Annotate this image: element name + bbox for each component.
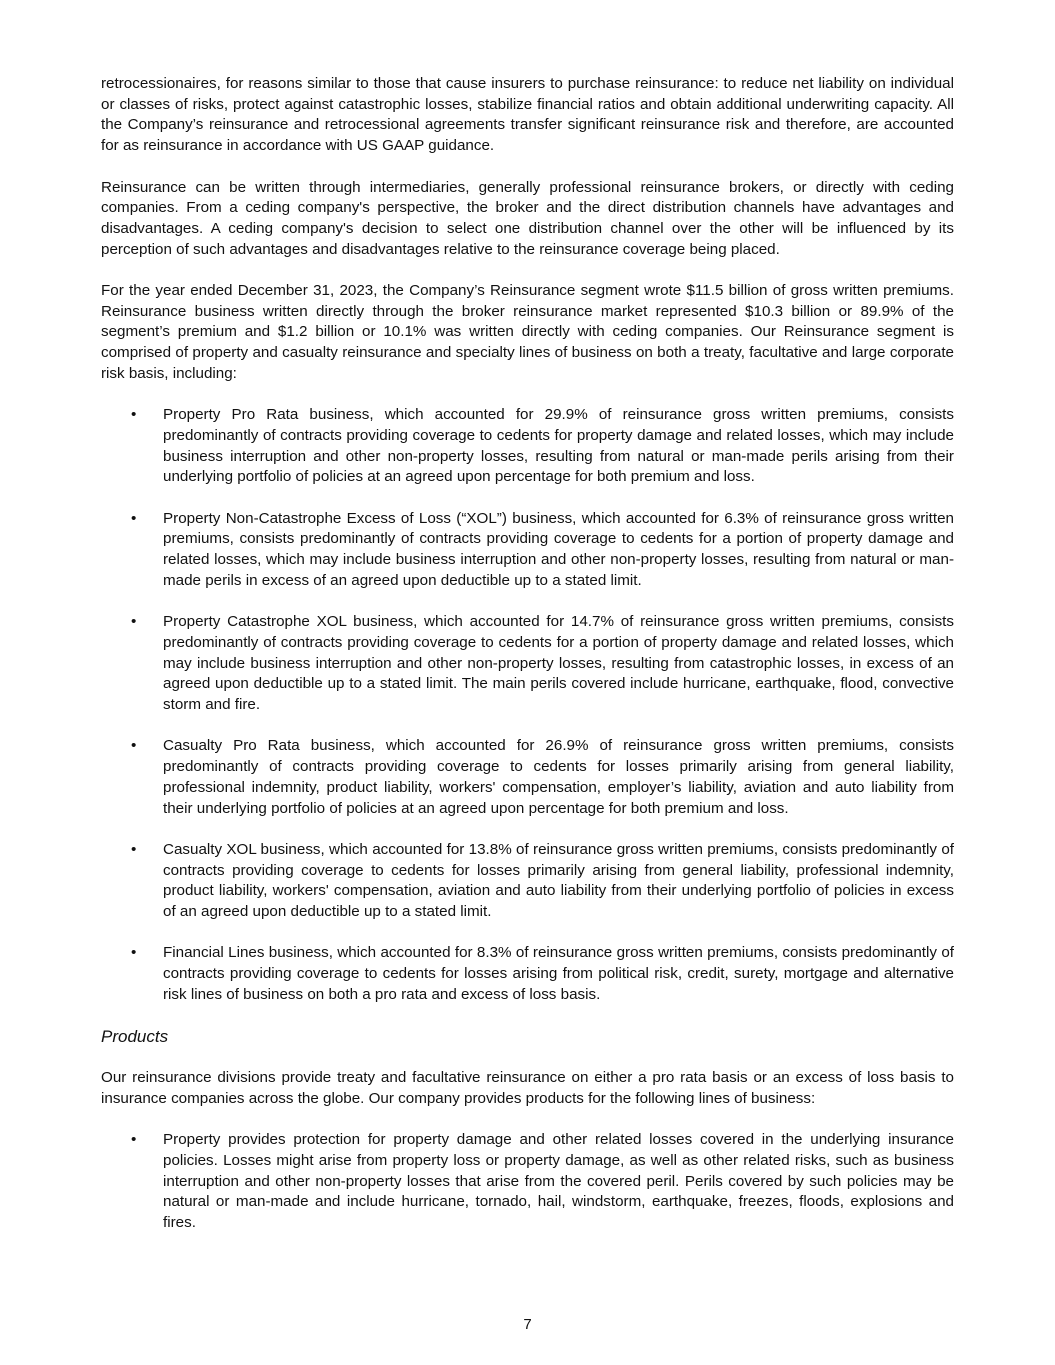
- list-item: [101, 736, 954, 819]
- list-item: [101, 612, 954, 716]
- list-item: [101, 405, 954, 488]
- bullet-icon: •: [131, 509, 137, 527]
- list-item: [101, 1130, 954, 1234]
- list-item-text: Property Non-Catastrophe Excess of Loss (“XOL”) business, which accounted for 6.3% of reinsurance gross written premiums, consists predominantly of contracts providing coverage to cedents for a portion of property damage and related losses, which may include business interruption and other non-property losses, resulting from natural or man-made perils in excess of an agreed upon deductible up to a stated limit.: [163, 509, 954, 589]
- bullet-icon: •: [131, 406, 137, 424]
- paragraph-retrocession: retrocessionaires, for reasons similar to those that cause insurers to purchase reinsurance: to reduce net liability on individual or classes of risks, protect against catastrophic losses, stabilize financial ratios and obtain additional underwriting capacity. All the Company’s reinsurance and retrocessional agreements transfer significant reinsurance risk and therefore, are accounted for as reinsurance in accordance with US GAAP guidance.: [101, 75, 954, 155]
- list-item: [101, 943, 954, 1005]
- bullet-icon: •: [131, 944, 137, 962]
- page-number: 7: [523, 1316, 532, 1333]
- list-item: [101, 509, 954, 592]
- list-item-text: Property provides protection for property damage and other related losses covered in the underlying insurance policies. Losses might arise from property loss or property damage, as well as other related risks, such as business interruption and other non-property losses that arise from the covered peril. Perils covered by such policies may be natural or man-made and include hurricane, tornado, hail, windstorm, earthquake, freezes, floods, explosions and fires.: [163, 1131, 954, 1232]
- bullet-icon: •: [131, 613, 137, 631]
- bullet-icon: •: [131, 737, 137, 755]
- list-item-text: Property Catastrophe XOL business, which accounted for 14.7% of reinsurance gross written premiums, consists predominantly of contracts providing coverage to cedents for a portion of property damage and related losses, which may include business interruption and other non-property losses, resulting from catastrophic losses, in excess of an agreed upon deductible up to a stated limit. The main perils covered include hurricane, earthquake, flood, convective storm and fire.: [163, 613, 954, 714]
- paragraph-distribution-channels: Reinsurance can be written through intermediaries, generally professional reinsurance brokers, or directly with ceding companies. From a ceding company's perspective, the broker and the direct distribution channels have advantages and disadvantages. A ceding company's decision to select one distribution channel over the other will be influenced by its perception of such advantages and disadvantages relative to the reinsurance coverage being placed.: [101, 178, 954, 258]
- paragraph-products: Our reinsurance divisions provide treaty and facultative reinsurance on either a pro rata basis or an excess of loss basis to insurance companies across the globe. Our company provides products for the following lines of business:: [101, 1069, 954, 1107]
- paragraph-segment-premiums: For the year ended December 31, 2023, the Company’s Reinsurance segment wrote $11.5 billion of gross written premiums. Reinsurance business written directly through the broker reinsurance market represented $10.3 billion or 89.9% of the segment’s premium and $1.2 billion or 10.1% was written directly with ceding companies. Our Reinsurance segment is comprised of property and casualty reinsurance and specialty lines of business on both a treaty, facultative and large corporate risk basis, including:: [101, 282, 954, 382]
- products-list: [101, 1130, 954, 1234]
- segment-lines-list: [101, 405, 954, 1005]
- list-item-text: Financial Lines business, which accounted for 8.3% of reinsurance gross written premiums, consists predominantly of contracts providing coverage to cedents for losses arising from political risk, credit, surety, mortgage and alternative risk lines of business on both a pro rata and excess of loss basis.: [163, 944, 954, 1003]
- document-page: [101, 74, 954, 1255]
- list-item: [101, 840, 954, 923]
- bullet-icon: •: [131, 840, 137, 858]
- bullet-icon: •: [131, 1131, 137, 1149]
- list-item-text: Casualty Pro Rata business, which accounted for 26.9% of reinsurance gross written premiums, consists predominantly of contracts providing coverage to cedents for losses primarily arising from general liability, professional indemnity, product liability, workers' compensation, employer’s liability, aviation and auto liability from their underlying portfolio of policies at an agreed upon percentage for both premium and loss.: [163, 737, 954, 817]
- list-item-text: Property Pro Rata business, which accounted for 29.9% of reinsurance gross written premiums, consists predominantly of contracts providing coverage to cedents for property damage and related losses, which may include business interruption and other non-property losses, resulting from natural or man-made perils arising from their underlying portfolio of policies at an agreed upon percentage for both premium and loss.: [163, 406, 954, 486]
- list-item-text: Casualty XOL business, which accounted for 13.8% of reinsurance gross written premiums, consists predominantly of contracts providing coverage to cedents for losses primarily arising from general liability, professional indemnity, product liability, workers' compensation, aviation and auto liability from their underlying portfolio of policies in excess of an agreed upon deductible up to a stated limit.: [163, 840, 954, 921]
- products-heading: Products: [101, 1027, 169, 1047]
